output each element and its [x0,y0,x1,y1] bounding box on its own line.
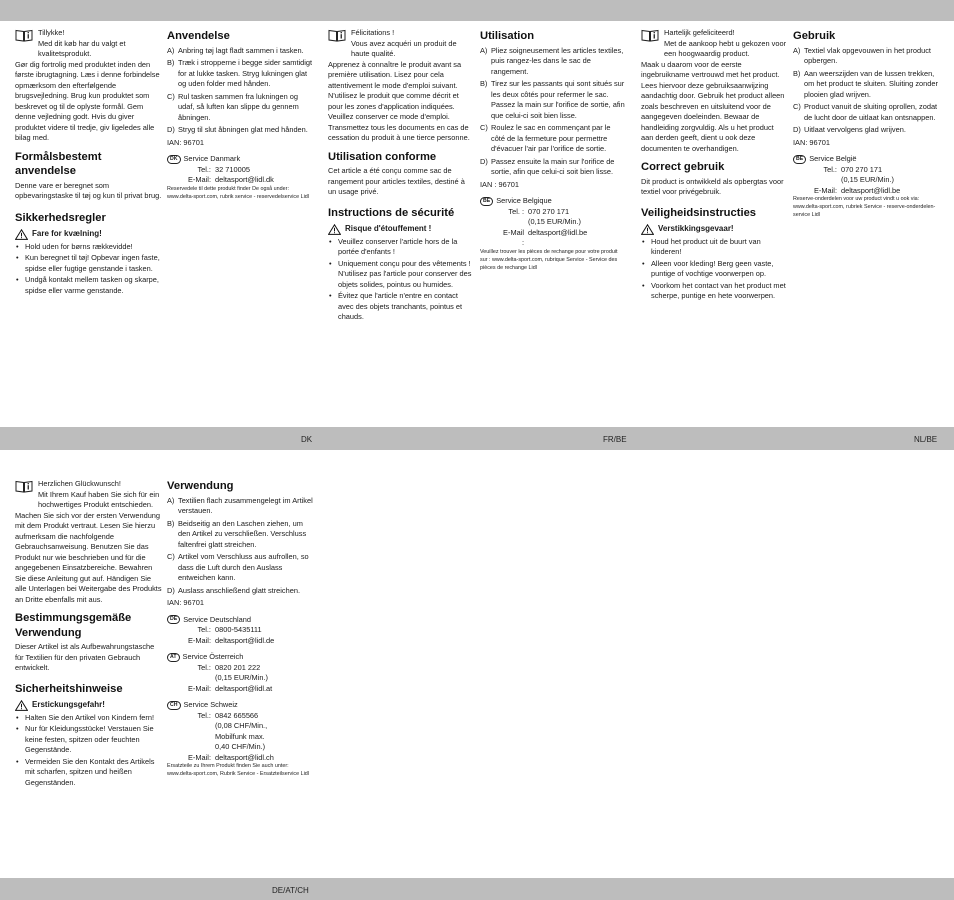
de-warning-title: Erstickungsgefahr! [32,700,105,710]
nl-intro-body: Maak u daarom voor de eerste ingebruikname vertrouwd met het product. Lees hiervoor deze gebruiksaanwijzing aandachtig door. Gebruik het product alleen zoals beschreven en uitsluitend voor de aangegeven doeleinden. Bewaar de handleiding zorgvuldig. Als u het product aan derden geeft, dient u ook deze documenten te overhandigen. [641,59,785,153]
nl-service: BE Service België Tel.: 070 270 171 (0,15 EUR/Min.) E-Mail: deltasport@lidl.be [793,154,939,196]
service-name: Service Deutschland [183,614,252,624]
dk-intro-first-line: Med dit køb har du valgt et kvalitetsprodukt. [38,38,126,59]
de-greeting: Herzlichen Glückwunsch! [38,479,121,488]
de-intro-first-line: Mit Ihrem Kauf haben Sie sich für ein hochwertiges Produkt entschieden. [38,489,160,510]
list-item: C) Rul tasken sammen fra lukningen og udaf, så luften kan slippe du gennem åbningen. [167,91,299,122]
de-spare-note: Ersatzteile zu Ihrem Produkt finden Sie auch unter: www.delta-sport.com, Rubrik Service - Ersatzteilservice Lidl [167,763,309,778]
dk-greeting: Tillykke! [38,28,65,37]
list-item: • Kun beregnet til tøj! Opbevar ingen faste, spidse eller fugtige genstande i tasken. [15,253,163,274]
service-email: deltasport@lidl.at [215,683,273,693]
nl-safety-list [641,237,787,302]
nl-use-column [793,29,939,220]
section-label-dk: DK [301,435,313,444]
top-band [0,0,954,21]
warning-triangle-icon [15,700,28,711]
de-purpose-title: Bestimmungsgemäße Verwendung [15,612,132,639]
nl-safety-title: Veiligheidsinstructies [641,206,757,219]
fr-purpose-title: Utilisation conforme [328,150,437,163]
fr-safety-list [328,237,473,323]
nl-intro [641,28,787,154]
dk-use-column [167,29,315,201]
de-warning [15,699,163,710]
fr-use-title: Utilisation [480,30,535,42]
list-item: • Voorkom het contact van het product met scherpe, puntige en hete voorwerpen. [641,281,787,302]
nl-purpose-title: Correct gebruik [641,161,725,174]
fr-warning-title: Risque d'étouffement ! [345,224,432,234]
service-phone: 070 270 171 [528,206,570,216]
info-book-icon [15,480,33,493]
service-phone: 070 270 171 [841,164,883,174]
dk-safety-title: Sikkerhedsregler [15,211,106,224]
de-safety-list [15,713,163,789]
fr-use-steps [480,46,626,178]
nl-ian: IAN: 96701 [793,137,830,147]
list-item: D) Auslass anschließend glatt streichen. [167,585,301,595]
warning-triangle-icon [328,224,341,235]
nl-warning [641,223,787,234]
service-rate: Mobilfunk max. [215,731,265,741]
list-item: D) Passez ensuite la main sur l'orifice de sortie, afin que celui-ci soit bien lisse. [480,156,615,177]
service-email: deltasport@lidl.be [528,227,588,237]
service-rate: 0,40 CHF/Min.) [215,742,266,752]
dk-intro-column [15,28,163,297]
dk-spare-note: Reservedele til dette produkt finder De også under: www.delta-sport.com, rubrik service - reservedelservice Lidl [167,185,309,200]
de-intro-column [15,479,163,789]
nl-greeting: Hartelijk gefeliciteerd! [664,28,735,37]
de-service-austria: AT Service Österreich Tel.: 0820 201 222 (0,15 EUR/Min.) E-Mail: deltasport@lidl.at [167,652,315,694]
section-label-nl-be: NL/BE [914,435,938,444]
service-phone: 0820 201 222 [215,662,261,672]
service-rate: (0,15 EUR/Min.) [215,673,268,683]
section-label-fr-be: FR/BE [603,435,627,444]
list-item: • Vermeiden Sie den Kontakt des Artikels mit scharfen, spitzen und heißen Gegenständen. [15,757,163,789]
fr-ian: IAN : 96701 [480,179,520,189]
list-item: A) Textiel vlak opgevouwen in het product opbergen. [793,45,931,66]
nl-purpose-text: Dit product is ontwikkeld als opbergtas voor textiel voor privégebruik. [641,176,784,197]
list-item: A) Textilien flach zusammengelegt im Artikel verstauen. [167,495,313,516]
list-item: A) Anbring tøj lagt fladt sammen i tasken. [167,45,304,55]
fr-intro-first-line: Vous avez acquéri un produit de haute qualité. [351,38,457,59]
list-item: D) Uitlaat vervolgens glad wrijven. [793,125,906,135]
bottom-band [0,878,954,900]
service-rate: (0,08 CHF/Min., [215,721,268,731]
list-item: • Alleen voor kleding! Berg geen vaste, puntige of vochtige voorwerpen op. [641,259,787,280]
list-item: • Hold uden for børns rækkevidde! [15,242,163,253]
list-item: B) Tirez sur les passants qui sont situés sur les deux côtés pour refermer le sac. Passez la main sur l'orifice de sortie, afin que celui-ci soit bien lisse. [480,79,625,120]
nl-use-steps [793,46,939,136]
nl-use-title: Gebruik [793,30,836,42]
fr-warning [328,223,473,234]
de-intro [15,479,163,605]
de-use-column [167,479,315,779]
warning-triangle-icon [15,229,28,240]
list-item: A) Pliez soigneusement les articles textiles, puis rangez-les dans le sac de rangement. [480,45,624,76]
fr-intro-body: Apprenez à connaître le produit avant sa première utilisation. Lisez pour cela attentivement le mode d'emploi suivant. N'utilisez le produit que comme décrit et pour les zones d'application indiquées. Veuillez conserver ce mode d'emploi. Transmettez tous les documents en cas de cessation du produit à une tierce personne. [328,59,470,143]
fr-safety-title: Instructions de sécurité [328,206,455,219]
nl-warning-title: Verstikkingsgevaar! [658,224,734,234]
list-item: • Undgå kontakt mellem tasken og skarpe, spidse eller varme genstande. [15,275,163,296]
service-phone: 32 710005 [215,164,250,174]
fr-use-column [480,29,626,272]
dk-ian: IAN: 96701 [167,137,204,147]
service-email: deltasport@lidl.be [841,185,901,195]
list-item: B) Træk i stropperne i begge sider samtidigt for at lukke tasken. Stryg lukningen glat og uden folder med hånden. [167,58,313,89]
service-phone: 0800-5435111 [215,625,262,635]
nl-intro-first-line: Met de aankoop hebt u gekozen voor een hoogwaardig product. [664,38,787,59]
service-rate: (0,15 EUR/Min.) [841,175,894,185]
country-badge: DE [167,615,180,624]
info-book-icon [15,29,33,42]
service-name: Service België [809,154,857,164]
fr-spare-note: Veuillez trouver les pièces de rechange pour votre produit sur : www.delta-sport.com, rubrique Service - Service des pièces de rechange Lidl [480,248,618,271]
list-item: • Houd het product uit de buurt van kinderen! [641,237,787,258]
service-name: Service Schweiz [183,700,238,710]
list-item: • Nur für Kleidungsstücke! Verstauen Sie keine festen, spitzen oder feuchten Gegenstände. [15,724,163,756]
fr-intro [328,28,473,144]
de-service-germany: DE Service Deutschland Tel.: 0800-5435111 E-Mail: deltasport@lidl.de [167,615,315,647]
service-email: deltasport@lidl.ch [215,752,274,762]
de-purpose-text: Dieser Artikel ist als Aufbewahrungstasche für Textilien für den privaten Gebrauch entwickelt. [15,642,155,673]
service-phone: 0842 665566 [215,710,259,720]
list-item: • Uniquement conçu pour des vêtements ! N'utilisez pas l'article pour conserver des objets solides, pointus ou humides. [328,259,473,291]
de-service-switzerland: CH Service Schweiz Tel.: 0842 665566 (0,08 CHF/Min., Mobilfunk max. 0,40 CHF/Min.) E-Mail: deltasport@lidl.ch [167,700,315,763]
list-item: B) Beidseitig an den Laschen ziehen, um den Artikel zu verschließen. Verschluss faltenfrei glatt streichen. [167,518,307,549]
dk-warning [15,228,163,239]
fr-service: BE Service Belgique Tel. : 070 270 171 (0,15 EUR/Min.) E-Mail : deltasport@lidl.be [480,196,626,249]
list-item: • Veuillez conserver l'article hors de la portée d'enfants ! [328,237,473,258]
dk-use-title: Anvendelse [167,30,230,42]
dk-safety-list [15,242,163,297]
country-badge: CH [167,701,181,710]
middle-band [0,427,954,450]
info-book-icon [328,29,346,42]
dk-purpose-title: Formålsbestemt anvendelse [15,150,102,178]
fr-purpose-text: Cet article a été conçu comme sac de rangement pour articles textiles, destiné à un usage privé. [328,166,465,197]
dk-warning-title: Fare for kvælning! [32,229,102,239]
list-item: C) Roulez le sac en commençant par le côté de la fermeture pour permettre d'évacuer l'air par l'orifice de sortie. [480,123,611,154]
fr-greeting: Félicitations ! [351,28,395,37]
service-name: Service Österreich [182,652,244,662]
dk-purpose-text: Denne vare er beregnet som opbevaringstaske til tøj og kun til privat brug. [15,180,162,201]
list-item: C) Product vanuit de sluiting oprollen, zodat de lucht door de uitlaat kan ontsnappen. [793,102,938,122]
list-item: • Évitez que l'article n'entre en contact avec des objets tranchants, pointus et chauds. [328,291,473,323]
warning-triangle-icon [641,224,654,235]
de-safety-title: Sicherheitshinweise [15,682,123,695]
de-use-title: Verwendung [167,480,234,492]
country-badge: DK [167,155,181,164]
section-label-de-at-ch: DE/AT/CH [272,886,309,895]
country-badge: AT [167,653,180,662]
nl-intro-column [641,28,787,303]
dk-use-steps [167,46,315,136]
service-rate: (0,15 EUR/Min.) [528,217,581,227]
list-item: B) Aan weerszijden van de lussen trekken, om het product te sluiten. Sluiting zonder plooien glad wrijven. [793,68,938,99]
fr-intro-column [328,28,473,324]
list-item: • Halten Sie den Artikel von Kindern fern! [15,713,163,724]
service-name: Service Danmark [183,154,241,164]
service-email: deltasport@lidl.de [215,635,275,645]
list-item: D) Stryg til slut åbningen glat med hånden. [167,125,308,135]
de-use-steps [167,496,315,597]
dk-intro [15,28,163,144]
country-badge: BE [793,155,806,164]
de-ian: IAN: 96701 [167,598,204,608]
service-email: deltasport@lidl.dk [215,175,274,185]
service-name: Service Belgique [496,196,552,206]
dk-service: DK Service Danmark Tel.: 32 710005 E-Mail: deltasport@lidl.dk [167,154,315,186]
info-book-icon [641,29,659,42]
nl-spare-note: Reserve-onderdelen voor uw product vindt u ook via: www.delta-sport.com, rubriek Service - reserve-onderdelen-service Lidl [793,196,936,218]
de-intro-body: Machen Sie sich vor der ersten Verwendung mit dem Produkt vertraut. Lesen Sie hierzu aufmerksam die nachfolgende Gebrauchsanweisung. Benutzen Sie das Produkt nur wie beschrieben und für die angegebenen Einsatzbereiche. Bewahren Sie diese Anleitung gut auf. Händigen Sie alle Unterlagen bei Weitergabe des Produkts an Dritte ebenfalls mit aus. [15,510,162,604]
list-item: C) Artikel vom Verschluss aus aufrollen, so dass die Luft durch den Auslass entweichen kann. [167,552,309,583]
country-badge: BE [480,197,493,206]
dk-intro-body: Gør dig fortrolig med produktet inden den første ibrugtagning. Læs i denne forbindelse opmærksom den efterfølgende brugsvejledning. Brug kun produktet som beskrevet og til de oplyste formål. Gem denne vejledning godt. Hvis du giver produktet videre til tredje, giv ligeledes alle bilag med. [15,59,160,143]
